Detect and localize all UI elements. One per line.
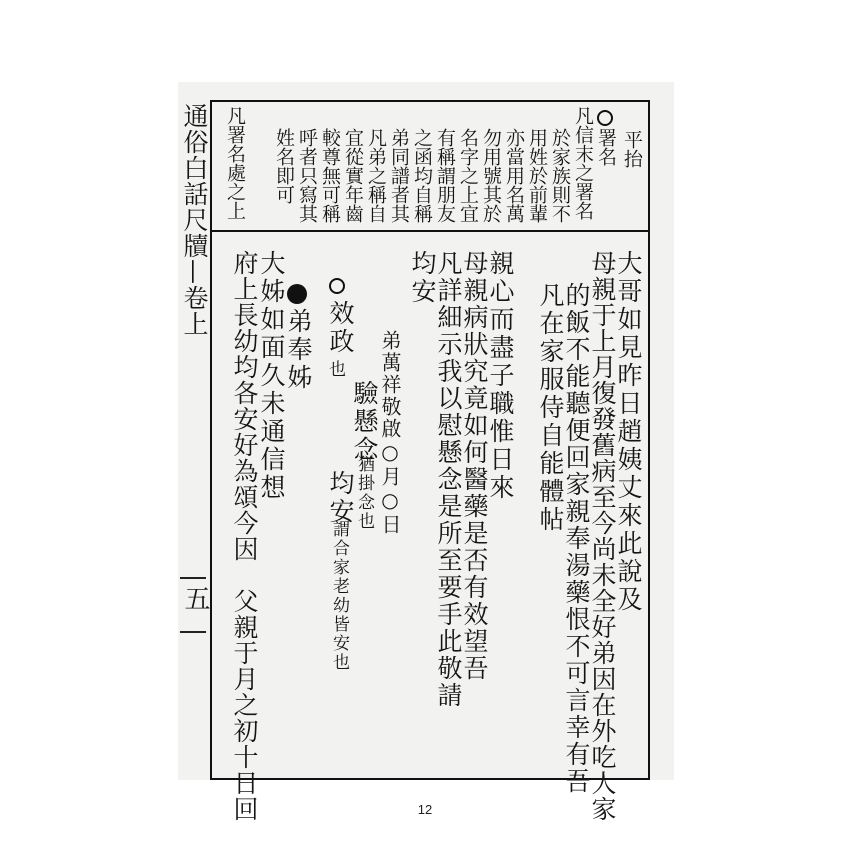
note-heading: 平抬 bbox=[621, 130, 643, 168]
note-column: 較尊無可稱 bbox=[319, 128, 341, 223]
gloss-term: 驗懸念 bbox=[350, 380, 379, 464]
page-number: 12 bbox=[417, 802, 433, 817]
letter-column: 親心而盡子職惟日來 bbox=[486, 250, 515, 502]
note-column: 於家族則不 bbox=[549, 128, 571, 223]
letter-column: 均安 bbox=[408, 250, 437, 306]
gloss-term: 均安 bbox=[326, 470, 355, 526]
note-column: 用姓於前輩 bbox=[526, 128, 548, 223]
gloss-explanation: 猶掛念也 bbox=[354, 455, 374, 531]
book-title: 通俗白話尺牘—卷上 bbox=[180, 103, 209, 337]
note-column: 凡署名處之上 bbox=[224, 106, 246, 220]
title-divider: — bbox=[180, 259, 209, 285]
letter-column: 母親病狀究竟如何醫藥是否有效望吾 bbox=[460, 250, 489, 682]
leaf-rule-bottom bbox=[180, 631, 206, 633]
note-column: 名字之上宜 bbox=[457, 128, 479, 223]
letter-column: 府上長幼均各安好為頌今因 父親于月之初十日回 bbox=[230, 250, 259, 822]
letter-column: 母親于上月復發舊病至今尚未全好弟因在外吃人家 bbox=[588, 250, 617, 822]
letter-column: 的飯不能聽便回家親奉湯藥恨不可言幸有吾 bbox=[562, 282, 591, 795]
open-circle-mark bbox=[597, 110, 613, 126]
note-column: 凡信末之署名 bbox=[572, 106, 594, 220]
gloss-term: 效政 bbox=[326, 300, 355, 356]
letter-column: 弟奉姊 bbox=[284, 308, 313, 392]
letter-column: 凡詳細示我以慰懸念是所至要手此敬請 bbox=[434, 250, 463, 709]
signature-column: 弟萬祥敬啟○月○日 bbox=[378, 330, 402, 536]
note-column: 姓名即可 bbox=[273, 128, 295, 204]
note-column: 亦當用名萬 bbox=[503, 128, 525, 223]
note-column: 呼者只寫其 bbox=[296, 128, 318, 223]
note-column: 凡弟之稱自 bbox=[365, 128, 387, 223]
note-column: 宜從實年齒 bbox=[342, 128, 364, 223]
open-circle-mark bbox=[329, 278, 345, 294]
letter-column: 大姊如面久未通信想 bbox=[257, 250, 286, 502]
filled-circle-mark bbox=[287, 284, 307, 304]
note-column: 署名 bbox=[595, 128, 617, 166]
note-column: 勿用號其於 bbox=[480, 128, 502, 223]
gloss-explanation: 謂合家老幼皆安也 bbox=[329, 520, 349, 672]
letter-column: 大哥如見昨日趙姨丈來此說及 bbox=[614, 250, 643, 614]
leaf-number: 五 bbox=[180, 585, 210, 611]
leaf-rule-top bbox=[180, 577, 206, 579]
note-column: 弟同譜者其 bbox=[388, 128, 410, 223]
note-column: 有稱謂朋友 bbox=[434, 128, 456, 223]
note-column: 之函均自稱 bbox=[411, 128, 433, 223]
gloss-explanation: 也 bbox=[325, 360, 345, 379]
letter-column: 凡在家服侍自能體帖 bbox=[536, 282, 565, 534]
